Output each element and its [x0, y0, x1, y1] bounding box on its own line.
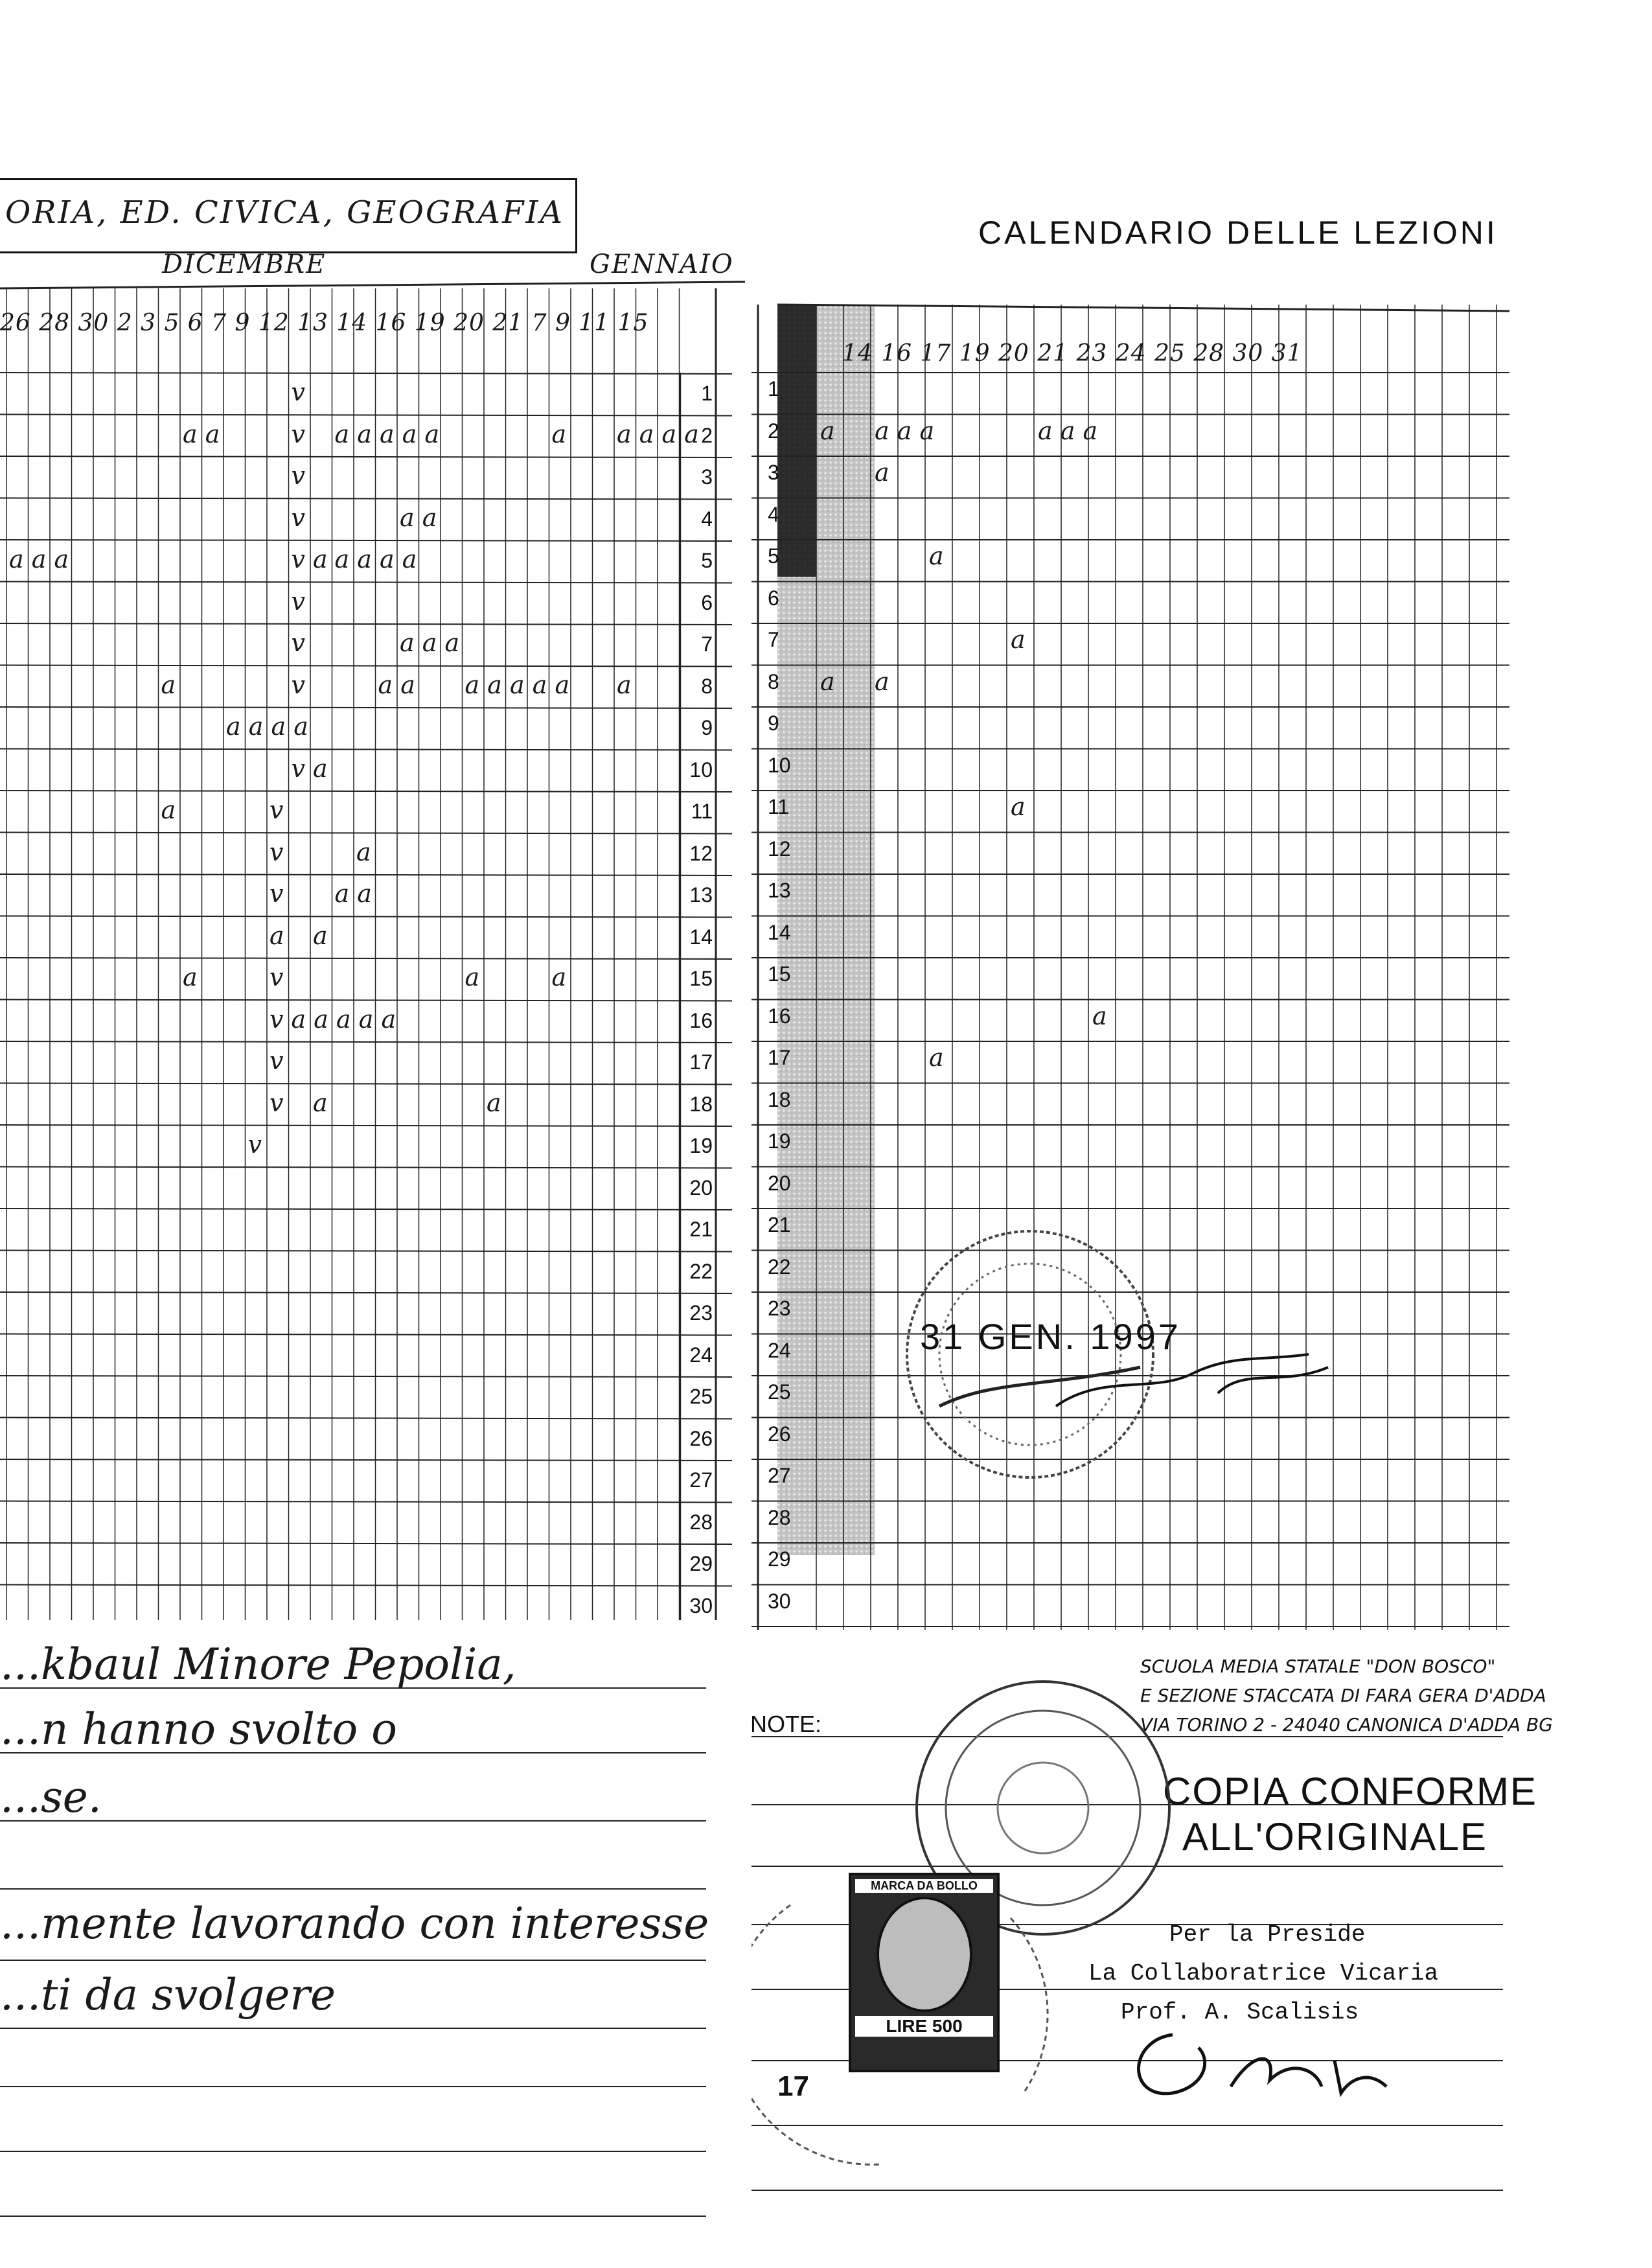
attendance-mark: a a a [9, 545, 69, 573]
left-row-number: 27 [689, 1468, 713, 1492]
revenue-stamp-portrait [877, 1897, 972, 2012]
right-row-number: 4 [768, 502, 779, 526]
attendance-mark: a a a [875, 416, 935, 445]
left-row-number: 11 [691, 800, 713, 823]
right-row-number: 20 [768, 1171, 791, 1195]
right-row-number: 12 [768, 837, 791, 861]
attendance-mark: a a [378, 670, 415, 699]
left-row-number: 5 [701, 549, 713, 572]
left-row-number: 4 [701, 507, 713, 531]
attendance-mark: a [551, 963, 567, 991]
grid-row-line [0, 1459, 732, 1461]
attendance-mark: v a [291, 754, 328, 783]
right-row-number: 23 [768, 1297, 791, 1320]
grid-row-line [0, 498, 732, 500]
grid-row-line [0, 1167, 732, 1168]
attendance-mark: v [270, 963, 284, 991]
grid-row-line [0, 1543, 732, 1544]
right-row-number: 3 [768, 461, 779, 484]
attendance-mark: a [161, 670, 176, 699]
attendance-mark: a [1092, 1001, 1107, 1030]
right-row-number: 6 [768, 586, 779, 610]
left-row-number: 9 [701, 716, 713, 739]
attendance-mark: a [313, 921, 328, 950]
page-heading: CALENDARIO DELLE LEZIONI [978, 214, 1498, 251]
grid-row-line [0, 456, 732, 457]
right-row-number: 19 [768, 1129, 791, 1153]
handwritten-note-line: ...n hanno svolto o [0, 1704, 397, 1754]
grid-top-line [777, 305, 1509, 311]
left-row-number: 20 [689, 1175, 713, 1199]
attendance-mark: v a [291, 545, 328, 573]
school-stamp-line-1: SCUOLA MEDIA STATALE "DON BOSCO" [1140, 1656, 1496, 1677]
left-row-number: 10 [689, 758, 713, 781]
left-row-number: 17 [689, 1050, 713, 1074]
right-row-number: 17 [768, 1046, 791, 1069]
attendance-mark: a [617, 670, 632, 699]
attendance-mark: v [291, 586, 305, 616]
left-row-number: 19 [689, 1134, 713, 1157]
right-row-number: 7 [768, 628, 779, 651]
grid-row-line [0, 1125, 732, 1126]
grid-row-line [0, 1334, 732, 1336]
left-row-number: 12 [689, 841, 713, 865]
handwritten-note-line: ...mente lavorando con interesse [0, 1899, 709, 1949]
attendance-mark: v [270, 1088, 284, 1117]
grid-row-line [0, 415, 732, 416]
grid-row-line [0, 582, 732, 583]
left-row-number: 29 [689, 1552, 713, 1575]
attendance-mark: v [291, 503, 305, 532]
left-row-number: 26 [689, 1426, 713, 1450]
handwritten-note-line: ...ti da svolgere [0, 1970, 336, 2020]
school-stamp-line-2: E SEZIONE STACCATA DI FARA GERA D'ADDA [1140, 1685, 1546, 1706]
grid-row-line [0, 874, 732, 875]
right-row-number: 2 [768, 419, 779, 443]
right-row-number: 5 [768, 544, 779, 568]
note-label: NOTE: [750, 1711, 822, 1737]
right-row-number: 8 [768, 669, 779, 693]
right-row-number: 25 [768, 1380, 791, 1404]
grid-row-line [0, 1000, 732, 1001]
grid-row-line [0, 540, 732, 541]
grid-row-line [0, 1501, 732, 1503]
stamp-signature [1050, 1348, 1335, 1426]
subject-title: ORIA, ED. CIVICA, GEOGRAFIA [5, 194, 564, 231]
scan-shadow-dark [777, 305, 816, 577]
attendance-mark: a [487, 1088, 501, 1117]
right-row-number: 16 [768, 1004, 791, 1028]
left-row-number: 16 [689, 1008, 713, 1032]
attendance-mark: v [270, 837, 284, 866]
right-row-number: 30 [768, 1589, 791, 1613]
attendance-mark: v [270, 879, 284, 908]
left-row-number: 28 [689, 1510, 713, 1534]
right-row-number: 28 [768, 1505, 791, 1529]
grid-row-line [0, 1292, 732, 1293]
right-row-number: 15 [768, 962, 791, 986]
month-label-gennaio: GENNAIO [590, 249, 734, 279]
handwritten-note-line: ...kbaul Minore Pepolia, [0, 1639, 516, 1689]
left-row-number: 22 [689, 1259, 713, 1283]
attendance-mark: v [270, 1047, 284, 1075]
grid-row-line [0, 1209, 732, 1210]
revenue-stamp [849, 1873, 1000, 2072]
left-row-number: 1 [701, 382, 713, 405]
left-row-number: 30 [689, 1593, 713, 1617]
attendance-mark: a [161, 796, 176, 824]
attendance-mark: a [356, 837, 371, 866]
attendance-mark: v [291, 461, 305, 490]
left-row-number: 21 [689, 1218, 713, 1241]
signature-line-2: La Collaboratrice Vicaria [1088, 1960, 1439, 1987]
grid-row-line [0, 1585, 732, 1586]
attendance-mark: v [247, 1130, 262, 1159]
attendance-mark: a [820, 667, 835, 696]
right-row-number: 11 [768, 795, 790, 818]
grid-row-line [0, 749, 732, 750]
left-row-number: 13 [689, 883, 713, 907]
grid-top-line [0, 282, 745, 288]
attendance-mark: a a a [400, 629, 460, 657]
left-row-number: 8 [701, 674, 713, 698]
grid-row-line [0, 958, 732, 959]
left-row-number: 18 [689, 1092, 713, 1116]
attendance-mark: a [270, 921, 284, 950]
left-row-number: 2 [701, 423, 713, 447]
left-attendance-grid [0, 0, 751, 1620]
revenue-stamp-top: MARCA DA BOLLO [855, 1879, 993, 1893]
grid-row-line [0, 791, 732, 792]
attendance-mark: a [820, 416, 835, 445]
grid-row-line [0, 833, 732, 834]
attendance-mark: a a [183, 419, 220, 448]
grid-row-line [0, 1418, 732, 1419]
attendance-mark: a [183, 963, 198, 991]
grid-row-line [0, 1251, 732, 1252]
grid-row-line [0, 373, 732, 374]
attendance-mark: a a a a a [465, 670, 570, 699]
right-row-number: 24 [768, 1338, 791, 1362]
left-row-number: 14 [689, 925, 713, 949]
right-row-number: 26 [768, 1422, 791, 1446]
right-row-number: 14 [768, 920, 791, 944]
attendance-mark: a a a a [226, 712, 308, 741]
handwritten-note-line: ...se. [0, 1772, 102, 1822]
left-row-number: 25 [689, 1385, 713, 1408]
copia-conforme: COPIA CONFORME [1163, 1770, 1538, 1813]
grid-row-line [0, 707, 732, 708]
attendance-mark: a a [334, 879, 372, 908]
right-row-number: 21 [768, 1213, 791, 1236]
revenue-stamp-bottom: LIRE 500 [855, 2016, 993, 2037]
attendance-mark: v a a a a a [270, 1004, 396, 1034]
grid-row-line [0, 916, 732, 918]
attendance-mark: a [465, 963, 480, 991]
grid-row-line [0, 623, 732, 625]
right-row-number: 27 [768, 1464, 791, 1487]
attendance-mark: v [270, 796, 284, 824]
left-dates-header: 26 28 30 2 3 5 6 7 9 12 13 14 16 19 20 21 7 9 11 15 [0, 310, 649, 336]
page-number: 17 [777, 2070, 809, 2102]
right-row-number: 1 [768, 377, 779, 400]
left-row-number: 6 [701, 590, 713, 614]
right-row-number: 18 [768, 1087, 791, 1111]
right-row-number: 29 [768, 1547, 791, 1571]
attendance-mark: v [291, 378, 305, 406]
attendance-mark: a [1011, 793, 1026, 821]
signature-line-1: Per la Preside [1169, 1921, 1366, 1948]
left-row-number: 7 [701, 632, 713, 656]
month-label-dicembre: DICEMBRE [162, 249, 327, 279]
attendance-mark: v [291, 629, 305, 657]
left-row-number: 23 [689, 1301, 713, 1325]
grid-row-line [0, 1083, 732, 1085]
attendance-mark: a a [400, 503, 437, 532]
right-row-number: 13 [768, 879, 791, 902]
attendance-mark: v [291, 419, 305, 448]
school-stamp-line-3: VIA TORINO 2 - 24040 CANONICA D'ADDA BG [1140, 1714, 1553, 1735]
grid-row-line [0, 1376, 732, 1377]
left-row-number: 15 [689, 967, 713, 990]
attendance-mark: a a a a [334, 545, 417, 573]
attendance-mark: a a a [1038, 416, 1098, 445]
attendance-mark: a [929, 1043, 944, 1072]
left-row-number: 3 [701, 465, 713, 489]
attendance-mark: a [875, 667, 889, 696]
left-row-number: 24 [689, 1343, 713, 1367]
attendance-mark: a [929, 542, 944, 570]
right-row-number: 22 [768, 1255, 791, 1279]
attendance-mark: a [1011, 625, 1026, 654]
right-row-number: 10 [768, 753, 791, 777]
attendance-mark: a [313, 1088, 328, 1117]
grid-row-line [0, 1041, 732, 1043]
attendance-mark: v [291, 670, 305, 699]
signature-line-3: Prof. A. Scalisis [1121, 1999, 1359, 2026]
grid-row-line [0, 665, 732, 667]
vicaria-signature [1101, 2022, 1412, 2119]
right-dates-header: 14 16 17 19 20 21 23 24 25 28 30 31 [842, 340, 1303, 367]
attendance-mark: a a a a [617, 419, 699, 448]
attendance-mark: a [551, 419, 567, 448]
right-row-number: 9 [768, 712, 779, 735]
stamp-date: 31 GEN. 1997 [920, 1316, 1181, 1357]
all-originale: ALL'ORIGINALE [1182, 1815, 1487, 1858]
attendance-mark: a a a a a [334, 419, 440, 448]
attendance-mark: a [875, 458, 889, 487]
